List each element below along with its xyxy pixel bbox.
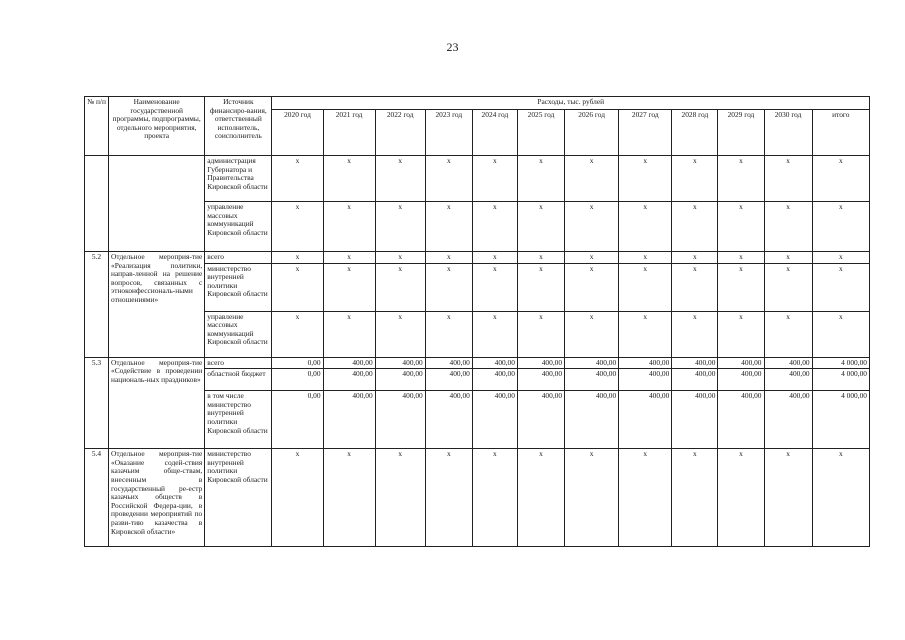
cell-value: x — [764, 202, 812, 252]
table-row — [85, 449, 870, 547]
cell-value: x — [517, 449, 564, 547]
header-year: 2030 год — [764, 110, 812, 156]
cell-value: x — [375, 311, 425, 357]
cell-value: x — [565, 202, 619, 252]
cell-value: 0,00 — [272, 391, 323, 449]
cell-value: x — [812, 263, 869, 311]
cell-value: x — [619, 449, 672, 547]
cell-value: 400,00 — [764, 357, 812, 369]
cell-value: x — [764, 252, 812, 264]
cell-value: x — [672, 156, 718, 202]
cell-value: x — [472, 252, 517, 264]
cell-value: 4 000,00 — [812, 369, 869, 391]
cell-name: Отдельное мероприя-тие «Реализация политики, направ-ленной на решение вопросов, связанных с этноконфессиональ-ными отношениями» — [109, 252, 205, 358]
cell-value: x — [425, 202, 472, 252]
cell-value: 400,00 — [375, 357, 425, 369]
cell-value: x — [272, 311, 323, 357]
header-year: 2025 год — [517, 110, 564, 156]
cell-value: 400,00 — [425, 369, 472, 391]
cell-value: x — [472, 156, 517, 202]
header-year: 2026 год — [565, 110, 619, 156]
cell-name: Отдельное мероприя-тие «Содействие в проведении националь-ных праздников» — [109, 357, 205, 449]
cell-value: x — [764, 311, 812, 357]
cell-value: x — [718, 252, 764, 264]
cell-value: x — [565, 156, 619, 202]
table-row — [85, 156, 870, 202]
cell-value: x — [472, 449, 517, 547]
cell-value: x — [517, 263, 564, 311]
cell-value: x — [619, 311, 672, 357]
cell-value: x — [718, 156, 764, 202]
cell-value: 400,00 — [619, 391, 672, 449]
cell-value: 400,00 — [565, 369, 619, 391]
header-year: 2028 год — [672, 110, 718, 156]
cell-value: x — [272, 156, 323, 202]
header-year: 2020 год — [272, 110, 323, 156]
cell-value: 400,00 — [764, 369, 812, 391]
cell-value: 400,00 — [672, 391, 718, 449]
header-year: итого — [812, 110, 869, 156]
cell-value: x — [565, 449, 619, 547]
cell-num — [85, 156, 109, 252]
page-number: 23 — [446, 40, 459, 54]
cell-value: 4 000,00 — [812, 357, 869, 369]
cell-value: 400,00 — [375, 391, 425, 449]
cell-value: x — [764, 263, 812, 311]
header-year: 2029 год — [718, 110, 764, 156]
cell-value: x — [812, 449, 869, 547]
cell-value: x — [323, 202, 375, 252]
cell-value: x — [375, 202, 425, 252]
cell-value: x — [425, 263, 472, 311]
cell-value: x — [323, 252, 375, 264]
header-year: 2021 год — [323, 110, 375, 156]
table-row — [85, 357, 870, 369]
cell-value: 400,00 — [718, 357, 764, 369]
cell-value: x — [812, 156, 869, 202]
cell-value: x — [764, 156, 812, 202]
cell-source: областной бюджет — [205, 369, 272, 391]
cell-value: x — [517, 202, 564, 252]
cell-value: x — [812, 311, 869, 357]
cell-value: x — [517, 311, 564, 357]
cell-value: x — [375, 156, 425, 202]
cell-value: 400,00 — [619, 357, 672, 369]
cell-value: 400,00 — [425, 357, 472, 369]
cell-value: x — [323, 263, 375, 311]
cell-value: 400,00 — [718, 391, 764, 449]
cell-value: x — [672, 311, 718, 357]
header-row — [85, 97, 870, 110]
header-num: № п/п — [85, 97, 109, 156]
cell-value: x — [718, 202, 764, 252]
cell-value: x — [565, 311, 619, 357]
cell-value: x — [472, 202, 517, 252]
cell-value: x — [323, 311, 375, 357]
cell-value: x — [812, 202, 869, 252]
header-name: Наименование государственной программы, подпрограммы, отдельного мероприятия, проекта — [109, 97, 205, 156]
cell-source: в том числе министерство внутренней политики Кировской области — [205, 391, 272, 449]
cell-value: x — [472, 311, 517, 357]
cell-source: управление массовых коммуникаций Кировской области — [205, 311, 272, 357]
header-year: 2024 год — [472, 110, 517, 156]
cell-value: x — [272, 202, 323, 252]
table-row — [85, 252, 870, 264]
cell-value: x — [718, 263, 764, 311]
header-year: 2022 год — [375, 110, 425, 156]
cell-value: 400,00 — [375, 369, 425, 391]
cell-value: x — [672, 252, 718, 264]
cell-source: управление массовых коммуникаций Кировской области — [205, 202, 272, 252]
cell-value: 400,00 — [619, 369, 672, 391]
cell-source: всего — [205, 357, 272, 369]
cell-value: 400,00 — [472, 369, 517, 391]
cell-value: x — [565, 263, 619, 311]
cell-num: 5.4 — [85, 449, 109, 547]
cell-value: x — [619, 202, 672, 252]
cell-value: 4 000,00 — [812, 391, 869, 449]
cell-value: x — [672, 449, 718, 547]
cell-value: 400,00 — [764, 391, 812, 449]
cell-value: x — [425, 156, 472, 202]
cell-value: x — [425, 449, 472, 547]
cell-source: всего — [205, 252, 272, 264]
cell-value: x — [517, 156, 564, 202]
cell-value: x — [672, 202, 718, 252]
header-year: 2027 год — [619, 110, 672, 156]
cell-value: x — [375, 263, 425, 311]
budget-table — [84, 96, 870, 547]
cell-value: x — [272, 449, 323, 547]
cell-value: x — [718, 311, 764, 357]
cell-value: 400,00 — [517, 369, 564, 391]
header-expenses: Расходы, тыс. рублей — [272, 97, 870, 110]
cell-value: x — [619, 252, 672, 264]
cell-value: x — [472, 263, 517, 311]
cell-value: 400,00 — [517, 357, 564, 369]
cell-value: 400,00 — [323, 357, 375, 369]
cell-value: x — [425, 311, 472, 357]
cell-value: 400,00 — [323, 391, 375, 449]
cell-value: x — [619, 263, 672, 311]
cell-value: x — [375, 252, 425, 264]
cell-num: 5.3 — [85, 357, 109, 449]
cell-value: 0,00 — [272, 357, 323, 369]
cell-value: 400,00 — [565, 391, 619, 449]
cell-value: 400,00 — [425, 391, 472, 449]
cell-value: x — [565, 252, 619, 264]
cell-value: 400,00 — [517, 391, 564, 449]
cell-value: x — [672, 263, 718, 311]
cell-value: 400,00 — [672, 357, 718, 369]
cell-value: x — [272, 263, 323, 311]
cell-value: x — [619, 156, 672, 202]
cell-value: x — [272, 252, 323, 264]
cell-value: 400,00 — [672, 369, 718, 391]
cell-source: министерство внутренней политики Кировской области — [205, 263, 272, 311]
header-year: 2023 год — [425, 110, 472, 156]
cell-value: 400,00 — [718, 369, 764, 391]
cell-value: x — [517, 252, 564, 264]
cell-name — [109, 156, 205, 252]
cell-value: x — [425, 252, 472, 264]
cell-name: Отдельное мероприя-тие «Оказание содей-ствия казачьим обще-ствам, внесенным в государственный ре-естр казачьих обществ в Российской Федера-ции, в проведении мероприятий по разви-тию казачества в Кировской области» — [109, 449, 205, 547]
cell-value: 400,00 — [472, 357, 517, 369]
cell-value: x — [375, 449, 425, 547]
cell-value: 400,00 — [565, 357, 619, 369]
cell-value: x — [323, 449, 375, 547]
cell-value: x — [718, 449, 764, 547]
cell-value: x — [764, 449, 812, 547]
cell-num: 5.2 — [85, 252, 109, 358]
cell-value: x — [812, 252, 869, 264]
cell-value: 400,00 — [323, 369, 375, 391]
cell-source: администрация Губернатора и Правительства Кировской области — [205, 156, 272, 202]
cell-source: министерство внутренней политики Кировской области — [205, 449, 272, 547]
cell-value: 0,00 — [272, 369, 323, 391]
cell-value: 400,00 — [472, 391, 517, 449]
cell-value: x — [323, 156, 375, 202]
header-source: Источник финансиро-вания, ответственный исполнитель, соисполнитель — [205, 97, 272, 156]
